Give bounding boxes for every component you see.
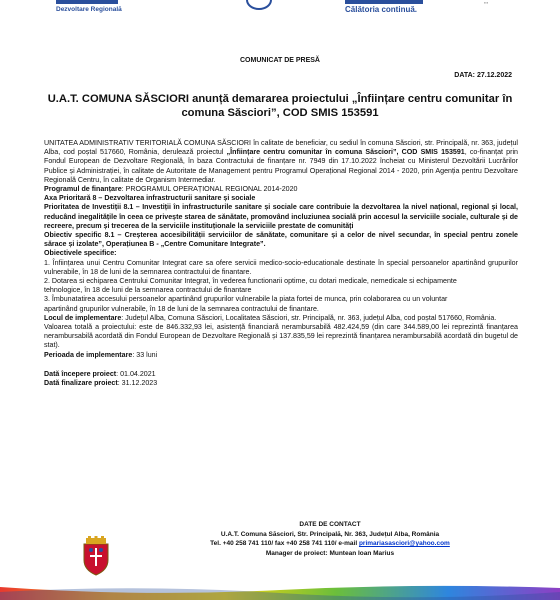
priority-axis: Axa Prioritară 8 – Dezvoltarea infrastructurii sanitare și sociale (44, 194, 256, 203)
project-value: Valoarea totală a proiectului: este de 846.332,93 lei, asistență financiară nerambursabilă 482.424,59 (din care 344.589,00 lei reprezintă finanțarea nerambursabilă acordată din Fondul European de Dezvoltare Regională și 137.835,59 lei reprezintă finanțarea nerambursabilă acordată din bugetul de stat). (44, 323, 518, 350)
contact-phone-line (140, 539, 520, 549)
period-line (44, 351, 518, 360)
contact-email-link[interactable]: primariasasciori@yahoo.com (358, 540, 450, 548)
objective-3-cont: apartinând grupurilor vulnerabile, în 18 de luni de la semnarea contractului de finantare. (44, 304, 319, 313)
header-logos (0, 0, 560, 18)
intro-text-2: , co-finanțat prin Fondul European de Dezvoltare Regională, în baza Contractului de finanțare nr. 7949 din 17.10.2022 încheiat cu Ministerul Dezvoltării Lucrărilor Publice și Administrației, în calitate de Autoritate de Management pentru Programul Operațional Regional 2014 - 2020, prin Agenția pentru Dezvoltare Regională Centru, în calitate de Organism Intermediar. (44, 148, 518, 184)
document-type: COMUNICAT DE PRESĂ (240, 57, 320, 64)
eu-badge-icon: ▪▪▪ (484, 0, 489, 5)
regional-development-logo-text: Dezvoltare Regională (56, 6, 122, 13)
start-date-line (44, 370, 518, 379)
period-label: Perioada de implementare (44, 350, 133, 359)
program-line (44, 185, 518, 194)
coat-of-arms-icon (80, 536, 112, 576)
objectives-label: Obiectivele specifice: (44, 249, 117, 258)
government-emblem-icon (246, 0, 272, 10)
end-date-line (44, 379, 518, 388)
document-body (44, 139, 518, 388)
footer-rainbow-bar (0, 583, 560, 600)
project-manager-name: Muntean Ioan Marius (329, 550, 395, 558)
location-label: Locul de implementare (44, 313, 122, 322)
project-manager-line (140, 549, 520, 559)
contact-phone: Tel. +40 258 741 110/ fax +40 258 741 110/ e-mail (210, 540, 359, 548)
objective-2: 2. Dotarea si echiparea Centrului Comunitar Integrat, în vederea functionarii optime, cu dotari medicale, nemedicale si echipamente (44, 277, 457, 286)
start-date-value: : 01.04.2021 (116, 369, 156, 378)
page-title: U.A.T. COMUNA SĂSCIORI anunță demararea proiectului „Înființare centru comunitar în comuna Săsciori”, COD SMIS 153591 (47, 93, 513, 119)
location-line (44, 314, 518, 323)
start-date-label: Dată începere proiect (44, 369, 117, 378)
document-date: DATA: 27.12.2022 (454, 72, 512, 79)
investment-priority: Prioritatea de Investiții 8.1 – Investiții în infrastructurile sanitare și sociale care contribuie la dezvoltarea la nivel național, regional și local, reducând inegalitățile în ceea ce privește starea de sănătate, promovând incluziunea socială prin accesul la serviciile sociale, culturale și de recreere, precum și trecerea de la serviciile instituționale la serviciile prestate de comunități (44, 203, 518, 230)
objective-2-cont: tehnologice, în 18 de luni de la semnarea contractului de finantare (44, 286, 252, 295)
intro-text-1: UNITATEA ADMINISTRATIV TERITORIALĂ COMUNA SĂSCIORI în calitate de beneficiar, cu sediul în comuna Săsciori, str. Principală, nr. 363, județul Alba, cod poștal 517660, România, derulează proiectul (44, 139, 518, 157)
intro-paragraph (44, 139, 518, 185)
end-date-label: Dată finalizare proiect (44, 379, 118, 388)
contact-address: U.A.T. Comuna Săsciori, Str. Principală, Nr. 363, Județul Alba, România (220, 530, 440, 538)
specific-objective: Obiectiv specific 8.1 – Creșterea accesibilității serviciilor de sănătate, comunitare și a celor de nivel secundar, în special pentru zonele sărace și izolate”, Operațiunea B - „Centre Comunitare Integrate”. (44, 231, 518, 249)
contact-heading: DATE DE CONTACT (299, 521, 361, 528)
project-name: „Înființare centru comunitar în comuna Săsciori”, COD SMIS 153591 (226, 148, 465, 157)
regional-development-logo (56, 0, 122, 13)
location-value: : Județul Alba, Comuna Săsciori, Localitatea Săsciori, str. Principală, nr. 363, județul Alba, cod poștal 517660, România. (121, 313, 497, 322)
objective-3: 3. Îmbunatatirea accesului persoanelor apartinând grupurilor vulnerabile la piata fortei de munca, prin colaborarea cu un voluntar (44, 295, 448, 304)
program-value: : PROGRAMUL OPERAȚIONAL REGIONAL 2014-2020 (121, 185, 298, 194)
objective-1: 1. Înființarea unui Centru Comunitar Integrat care sa ofere servicii medico-socio-educationale destinate în special persoanelor apartinând grupurilor vulnerabile, în 18 de luni de la semnarea contractului de finantare. (44, 258, 518, 276)
contact-block (140, 520, 520, 559)
regio-logo-text: Călătoria continuă. (345, 5, 418, 14)
regio-logo (345, 0, 423, 14)
period-value: : 33 luni (132, 350, 158, 359)
project-manager-label: Manager de proiect: (265, 550, 328, 558)
program-label: Programul de finanțare (44, 185, 122, 194)
end-date-value: : 31.12.2023 (117, 379, 158, 388)
